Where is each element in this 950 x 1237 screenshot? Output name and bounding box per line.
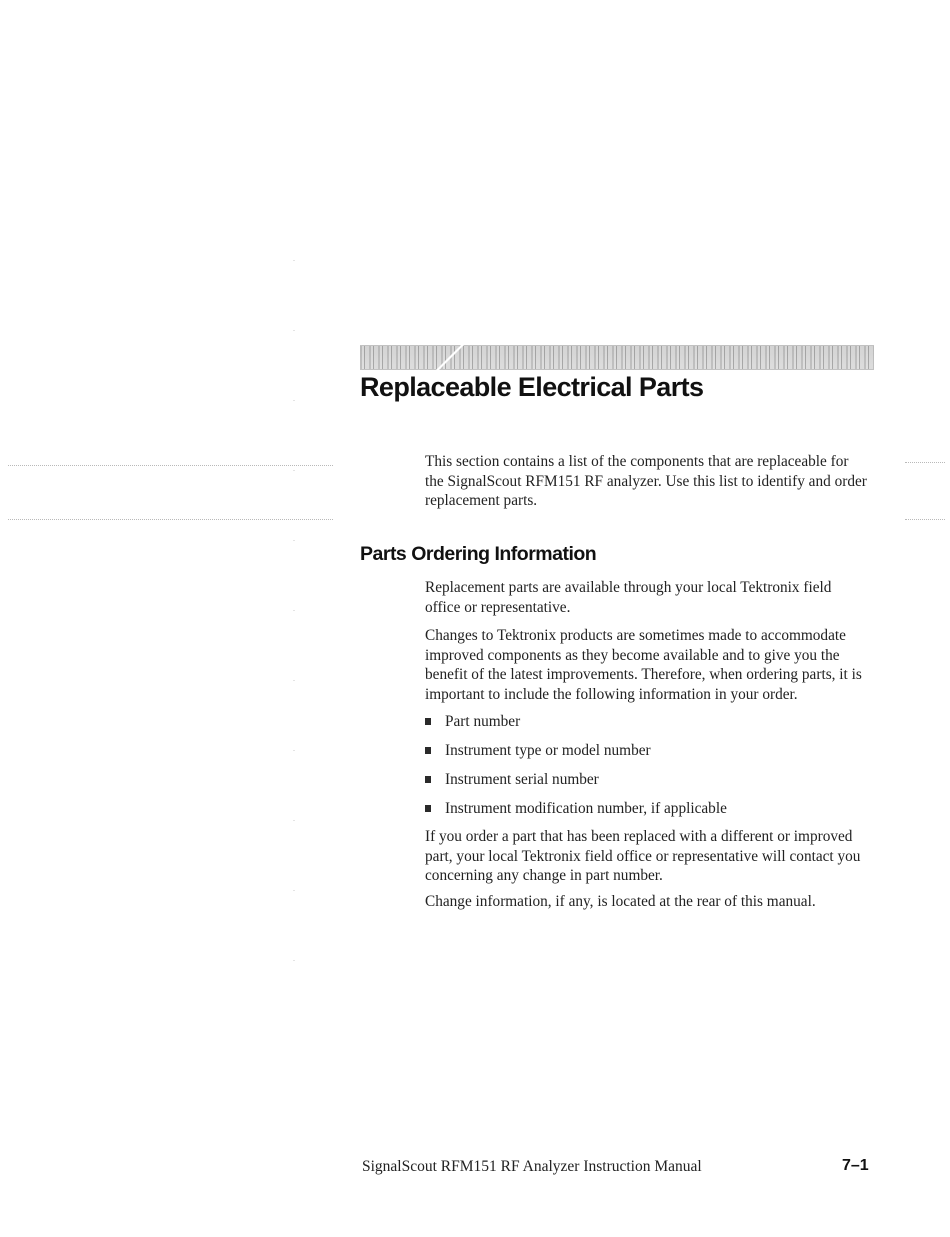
list-item: [425, 712, 870, 741]
bullet-square-icon: [425, 776, 431, 783]
section-paragraph-change-info: Change information, if any, is located at the rear of this manual.: [425, 893, 816, 910]
list-item-label: Instrument modification number, if applicable: [445, 800, 727, 817]
chapter-intro-paragraph: This section contains a list of the components that are replaceable for the SignalScout RFM151 RF analyzer. Use this list to identify and order replacement parts.: [425, 453, 867, 509]
list-item: [425, 770, 870, 799]
section-paragraph-replaced-parts: If you order a part that has been replaced with a different or improved part, your local Tektronix field office or representative will contact you concerning any change in part number.: [425, 828, 861, 884]
bullet-square-icon: [425, 747, 431, 754]
list-item-label: Instrument type or model number: [445, 742, 651, 759]
margin-rule-right-bottom: [905, 519, 945, 520]
bullet-square-icon: [425, 718, 431, 725]
bullet-square-icon: [425, 805, 431, 812]
section-heading: Parts Ordering Information: [360, 543, 597, 565]
scan-margin-specks: [293, 260, 295, 1020]
order-info-list: [425, 712, 870, 828]
section-paragraph-changes: Changes to Tektronix products are sometimes made to accommodate improved components as they become available and to give you the benefit of the latest improvements. Therefore, when ordering parts, it is important to include the following information in your order.: [425, 627, 862, 703]
list-item-label: Part number: [445, 713, 521, 730]
list-item-label: Instrument serial number: [445, 771, 599, 788]
footer-page-number: 7–1: [842, 1157, 869, 1174]
section-paragraph-availability: Replacement parts are available through your local Tektronix field office or representative.: [425, 579, 832, 616]
list-item: [425, 741, 870, 770]
margin-rule-right-top: [905, 462, 945, 463]
list-item: [425, 799, 870, 828]
chapter-title-banner: [360, 345, 874, 370]
margin-rule-left-top: [8, 465, 333, 466]
margin-rule-left-bottom: [8, 519, 333, 520]
footer-manual-title: SignalScout RFM151 RF Analyzer Instruction Manual: [362, 1158, 702, 1175]
chapter-title: Replaceable Electrical Parts: [360, 372, 704, 402]
